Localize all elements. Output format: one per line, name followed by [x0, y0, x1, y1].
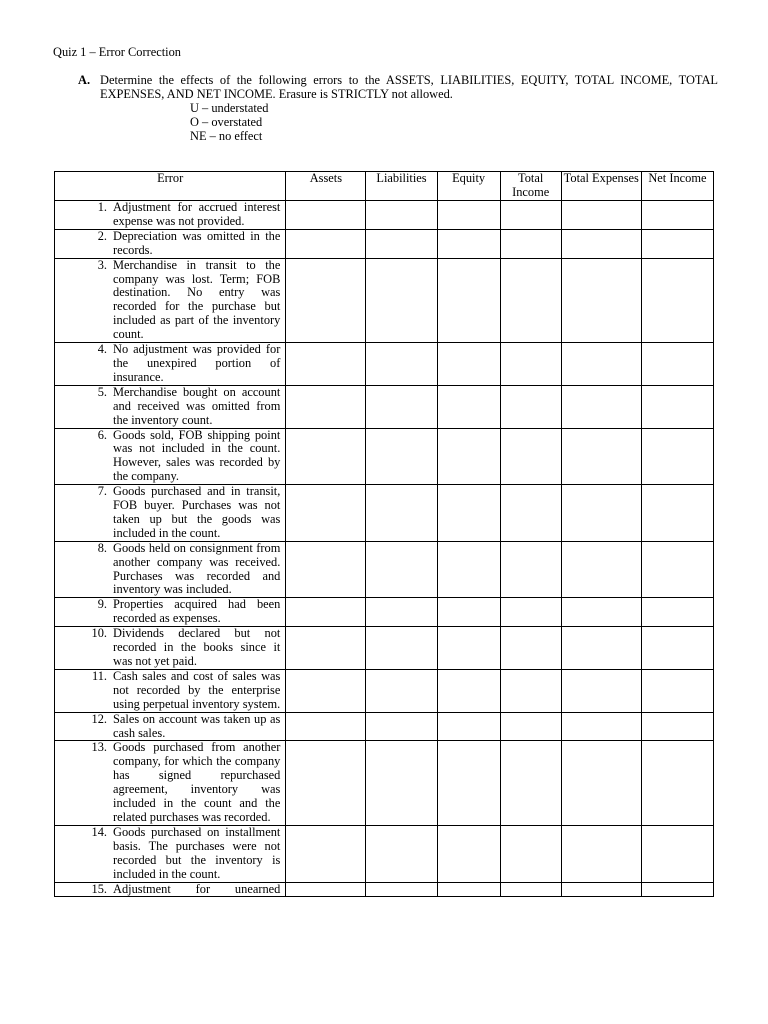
answer-cell-total-income[interactable] — [500, 201, 561, 230]
error-number: 8. — [97, 540, 107, 555]
error-number: 12. — [91, 711, 107, 726]
error-table — [54, 171, 714, 897]
error-number: 15. — [91, 881, 107, 896]
answer-cell-total-expenses[interactable] — [561, 825, 641, 882]
error-cell — [55, 627, 286, 670]
answer-cell-total-income[interactable] — [500, 428, 561, 485]
table-row — [55, 428, 714, 485]
answer-cell-equity[interactable] — [437, 541, 500, 598]
answer-cell-total-income[interactable] — [500, 627, 561, 670]
answer-cell-total-income[interactable] — [500, 712, 561, 741]
error-number: 14. — [91, 824, 107, 839]
error-cell — [55, 882, 286, 897]
answer-cell-liabilities[interactable] — [366, 343, 437, 386]
error-description: Merchandise in transit to the company was lost. Term; FOB destination. No entry was recorded for the purchase but included as part of the inventory count. — [113, 257, 281, 342]
table-row — [55, 385, 714, 428]
answer-cell-equity[interactable] — [437, 741, 500, 825]
error-description: No adjustment was provided for the unexpired portion of insurance. — [113, 342, 281, 384]
answer-cell-equity[interactable] — [437, 882, 500, 897]
header-assets: Assets — [286, 172, 366, 201]
table-row — [55, 627, 714, 670]
answer-cell-assets[interactable] — [286, 385, 366, 428]
answer-cell-equity[interactable] — [437, 201, 500, 230]
answer-cell-equity[interactable] — [437, 428, 500, 485]
answer-cell-total-income[interactable] — [500, 669, 561, 712]
answer-cell-total-expenses[interactable] — [561, 669, 641, 712]
error-number: 6. — [97, 427, 107, 442]
error-number: 10. — [91, 626, 107, 641]
answer-cell-total-expenses[interactable] — [561, 485, 641, 542]
table-row — [55, 669, 714, 712]
error-cell — [55, 343, 286, 386]
answer-cell-assets[interactable] — [286, 541, 366, 598]
error-number: 2. — [97, 228, 107, 243]
answer-cell-total-income[interactable] — [500, 258, 561, 342]
quiz-title: Quiz 1 – Error Correction — [53, 45, 181, 59]
answer-cell-total-income[interactable] — [500, 598, 561, 627]
answer-cell-net-income[interactable] — [641, 541, 713, 598]
answer-cell-assets[interactable] — [286, 343, 366, 386]
error-number: 11. — [91, 668, 107, 683]
answer-cell-total-expenses[interactable] — [561, 201, 641, 230]
answer-cell-net-income[interactable] — [641, 385, 713, 428]
header-total-income: Total Income — [500, 172, 561, 201]
answer-cell-total-expenses[interactable] — [561, 385, 641, 428]
answer-cell-assets[interactable] — [286, 882, 366, 897]
legend — [190, 102, 268, 144]
answer-cell-total-income[interactable] — [500, 343, 561, 386]
error-number: 13. — [91, 740, 107, 755]
header-equity: Equity — [437, 172, 500, 201]
error-cell — [55, 669, 286, 712]
answer-cell-liabilities[interactable] — [366, 485, 437, 542]
answer-cell-net-income[interactable] — [641, 741, 713, 825]
table-row — [55, 343, 714, 386]
answer-cell-total-expenses[interactable] — [561, 712, 641, 741]
error-description: Goods purchased from another company, for which the company has signed repurchased agreement, inventory was included in the count and the related purchases was recorded. — [113, 740, 281, 824]
answer-cell-equity[interactable] — [437, 343, 500, 386]
answer-cell-net-income[interactable] — [641, 712, 713, 741]
answer-cell-net-income[interactable] — [641, 825, 713, 882]
error-number: 9. — [97, 597, 107, 612]
answer-cell-assets[interactable] — [286, 258, 366, 342]
error-description: Goods held on consignment from another company was received. Purchases was recorded and inventory was included. — [113, 540, 281, 597]
answer-cell-equity[interactable] — [437, 229, 500, 258]
header-net-income: Net Income — [641, 172, 713, 201]
answer-cell-liabilities[interactable] — [366, 712, 437, 741]
error-cell — [55, 229, 286, 258]
error-number: 1. — [97, 200, 107, 214]
error-description: Depreciation was omitted in the records. — [113, 228, 281, 257]
answer-cell-liabilities[interactable] — [366, 882, 437, 897]
error-description: Goods purchased on installment basis. The purchases were not recorded but the inventory is included in the count. — [113, 824, 281, 881]
answer-cell-assets[interactable] — [286, 428, 366, 485]
answer-cell-liabilities[interactable] — [366, 258, 437, 342]
answer-cell-liabilities[interactable] — [366, 741, 437, 825]
error-cell — [55, 485, 286, 542]
error-description: Cash sales and cost of sales was not recorded by the enterprise using perpetual inventory system. — [113, 668, 281, 711]
answer-cell-net-income[interactable] — [641, 669, 713, 712]
answer-cell-equity[interactable] — [437, 385, 500, 428]
error-cell — [55, 201, 286, 230]
answer-cell-liabilities[interactable] — [366, 201, 437, 230]
answer-cell-assets[interactable] — [286, 627, 366, 670]
answer-cell-liabilities[interactable] — [366, 627, 437, 670]
section-letter: A. — [78, 73, 91, 87]
answer-cell-total-income[interactable] — [500, 882, 561, 897]
answer-cell-total-expenses[interactable] — [561, 258, 641, 342]
table-row — [55, 598, 714, 627]
answer-cell-total-expenses[interactable] — [561, 541, 641, 598]
answer-cell-net-income[interactable] — [641, 428, 713, 485]
error-description: Sales on account was taken up as cash sales. — [113, 711, 281, 740]
answer-cell-equity[interactable] — [437, 669, 500, 712]
error-description: Goods purchased and in transit, FOB buyer. Purchases was not taken up but the goods was included in the count. — [113, 484, 281, 540]
error-description: Adjustment for unearned — [113, 881, 281, 896]
answer-cell-assets[interactable] — [286, 229, 366, 258]
answer-cell-assets[interactable] — [286, 485, 366, 542]
answer-cell-assets[interactable] — [286, 201, 366, 230]
answer-cell-net-income[interactable] — [641, 229, 713, 258]
answer-cell-total-income[interactable] — [500, 229, 561, 258]
table-row — [55, 485, 714, 542]
answer-cell-total-expenses[interactable] — [561, 229, 641, 258]
table-row — [55, 741, 714, 825]
section-a — [78, 73, 718, 143]
answer-cell-assets[interactable] — [286, 598, 366, 627]
error-cell — [55, 598, 286, 627]
answer-cell-liabilities[interactable] — [366, 825, 437, 882]
table-row — [55, 825, 714, 882]
answer-cell-total-expenses[interactable] — [561, 343, 641, 386]
table-row — [55, 258, 714, 342]
legend-no-effect: NE – no effect — [190, 128, 263, 143]
error-number: 3. — [97, 257, 107, 272]
answer-cell-total-expenses[interactable] — [561, 428, 641, 485]
answer-cell-assets[interactable] — [286, 741, 366, 825]
error-number: 4. — [97, 342, 107, 357]
answer-cell-net-income[interactable] — [641, 882, 713, 897]
error-description: Goods sold, FOB shipping point was not included in the count. However, sales was recorded by the company. — [113, 427, 281, 484]
answer-cell-assets[interactable] — [286, 825, 366, 882]
answer-cell-total-expenses[interactable] — [561, 741, 641, 825]
table-row — [55, 541, 714, 598]
answer-cell-liabilities[interactable] — [366, 669, 437, 712]
error-cell — [55, 258, 286, 342]
table-row — [55, 712, 714, 741]
answer-cell-liabilities[interactable] — [366, 428, 437, 485]
header-liabilities: Liabilities — [366, 172, 437, 201]
answer-cell-total-income[interactable] — [500, 541, 561, 598]
answer-cell-total-income[interactable] — [500, 485, 561, 542]
answer-cell-net-income[interactable] — [641, 201, 713, 230]
error-cell — [55, 428, 286, 485]
answer-cell-net-income[interactable] — [641, 598, 713, 627]
answer-cell-equity[interactable] — [437, 485, 500, 542]
answer-cell-assets[interactable] — [286, 712, 366, 741]
answer-cell-net-income[interactable] — [641, 485, 713, 542]
answer-cell-equity[interactable] — [437, 627, 500, 670]
error-description: Adjustment for accrued interest expense was not provided. — [113, 200, 281, 228]
error-cell — [55, 712, 286, 741]
error-description: Properties acquired had been recorded as expenses. — [113, 597, 281, 626]
error-description: Merchandise bought on account and received was omitted from the inventory count. — [113, 384, 281, 427]
answer-cell-net-income[interactable] — [641, 343, 713, 386]
error-cell — [55, 385, 286, 428]
answer-cell-assets[interactable] — [286, 669, 366, 712]
header-error: Error — [55, 172, 286, 201]
legend-overstated: O – overstated — [190, 114, 263, 129]
error-cell — [55, 541, 286, 598]
table-header-row — [55, 172, 714, 201]
table-row — [55, 882, 714, 897]
answer-cell-equity[interactable] — [437, 598, 500, 627]
error-cell — [55, 825, 286, 882]
legend-understated: U – understated — [190, 101, 269, 115]
error-cell — [55, 741, 286, 825]
header-total-expenses: Total Expenses — [561, 172, 641, 201]
answer-cell-total-income[interactable] — [500, 385, 561, 428]
answer-cell-liabilities[interactable] — [366, 385, 437, 428]
answer-cell-equity[interactable] — [437, 712, 500, 741]
answer-cell-equity[interactable] — [437, 258, 500, 342]
error-number: 5. — [97, 384, 107, 399]
error-description: Dividends declared but not recorded in the books since it was not yet paid. — [113, 626, 281, 668]
error-number: 7. — [97, 484, 107, 499]
answer-cell-equity[interactable] — [437, 825, 500, 882]
table-row — [55, 201, 714, 230]
answer-cell-net-income[interactable] — [641, 258, 713, 342]
answer-cell-net-income[interactable] — [641, 627, 713, 670]
answer-cell-liabilities[interactable] — [366, 541, 437, 598]
answer-cell-total-income[interactable] — [500, 741, 561, 825]
answer-cell-total-expenses[interactable] — [561, 882, 641, 897]
table-row — [55, 229, 714, 258]
answer-cell-liabilities[interactable] — [366, 598, 437, 627]
instructions: Determine the effects of the following errors to the ASSETS, LIABILITIES, EQUITY, TOTAL INCOME, TOTAL EXPENSES, AND NET INCOME. Erasure is STRICTLY not allowed. — [100, 73, 718, 101]
answer-cell-total-income[interactable] — [500, 825, 561, 882]
answer-cell-total-expenses[interactable] — [561, 598, 641, 627]
answer-cell-total-expenses[interactable] — [561, 627, 641, 670]
answer-cell-liabilities[interactable] — [366, 229, 437, 258]
